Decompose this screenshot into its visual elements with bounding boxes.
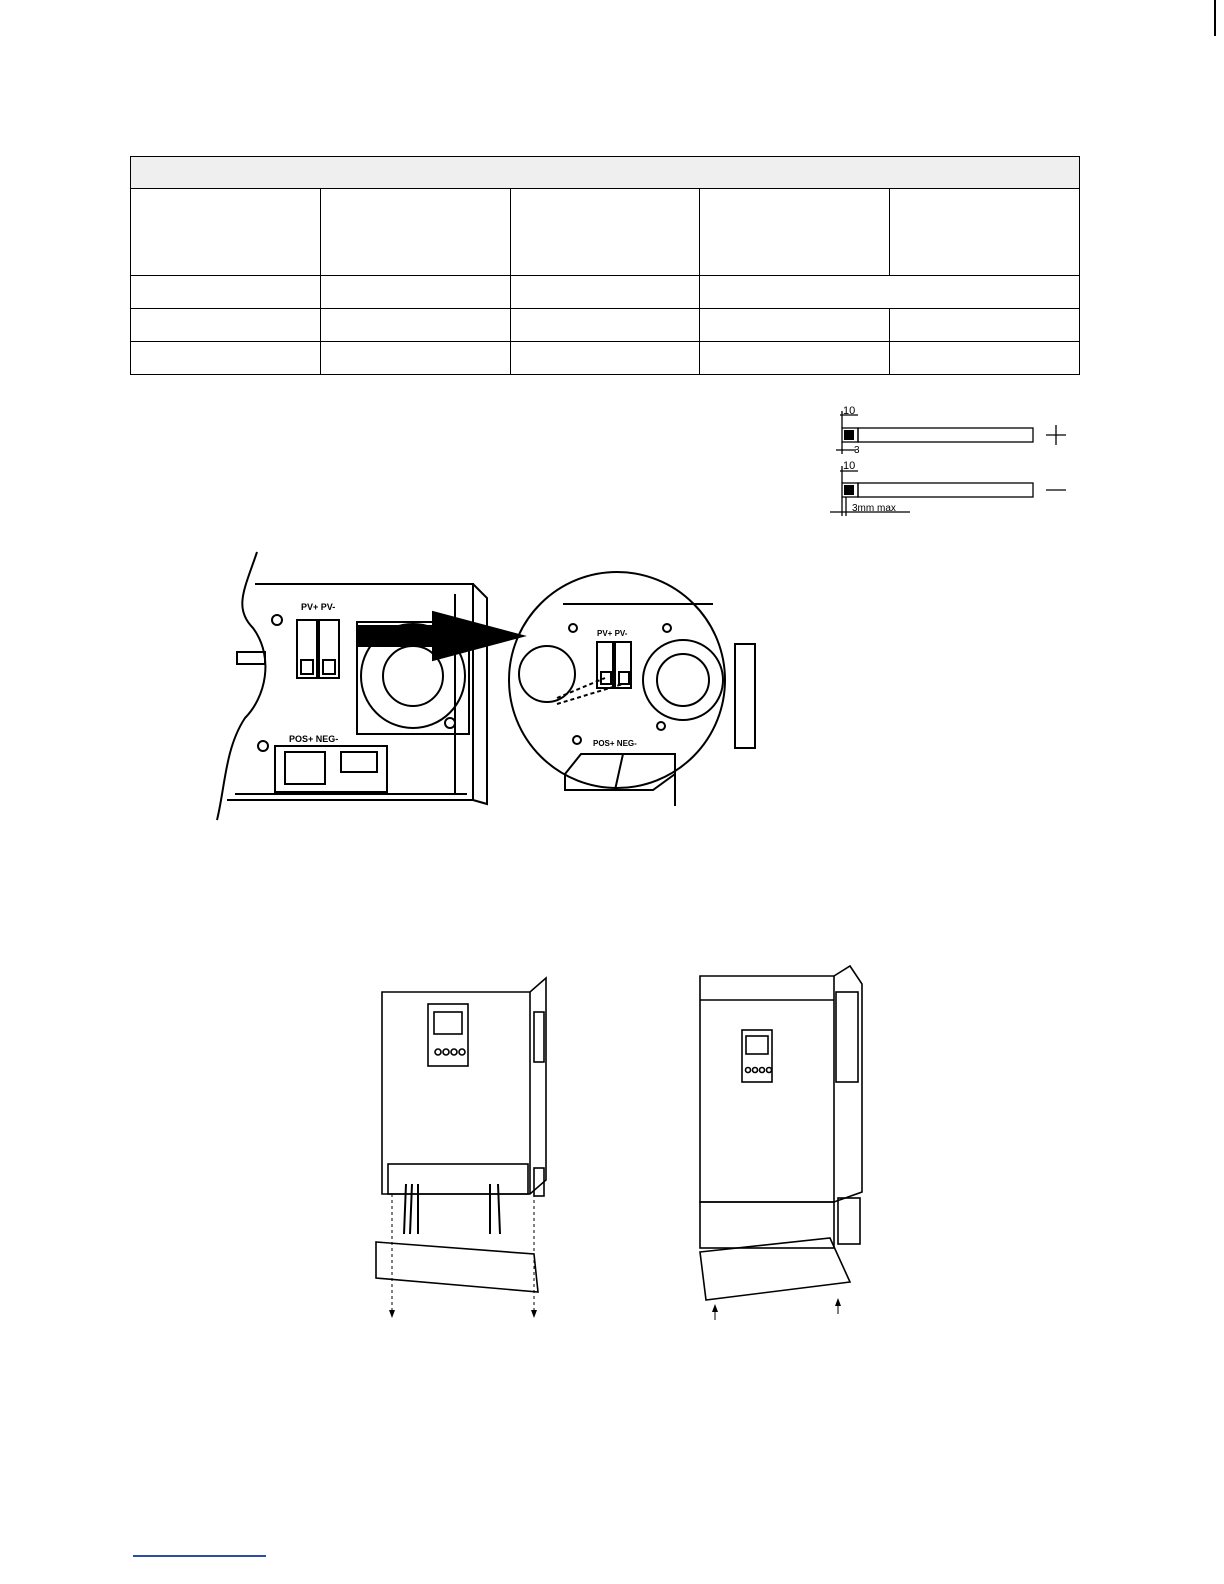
spec-table-cell: [890, 341, 1080, 374]
spec-table-cell: [890, 189, 1080, 275]
spec-table-title: [131, 157, 1080, 189]
spec-table-cell: [131, 308, 321, 341]
spec-table-cell: [890, 308, 1080, 341]
spec-table-cell: [700, 189, 890, 275]
footer-link-underline[interactable]: [133, 1555, 266, 1557]
spec-table-cell: [510, 275, 700, 308]
spec-table: [130, 156, 1080, 375]
spec-table-cell: [510, 189, 700, 275]
pv-terminal-label-zoom: PV+ PV-: [597, 629, 628, 638]
spec-table-cell: [700, 275, 1080, 308]
spec-table-cell: [510, 341, 700, 374]
spec-table-cell: [320, 341, 510, 374]
spec-table-cell: [700, 341, 890, 374]
battery-terminal-label: POS+ NEG-: [289, 734, 339, 744]
pv-terminal-detail-diagram: [205, 548, 765, 828]
pv-terminal-label: PV+ PV-: [301, 602, 336, 612]
spec-table-cell: [320, 275, 510, 308]
spec-table-cell: [510, 308, 700, 341]
insulation-label-positive: 3: [854, 445, 860, 456]
cover-install-front-view: [370, 972, 558, 1324]
cover-install-angled-view: [690, 962, 870, 1324]
spec-table-cell: [131, 275, 321, 308]
spec-table-cell: [131, 341, 321, 374]
spec-table-cell: [320, 189, 510, 275]
insulation-label-negative: 3mm max: [852, 503, 896, 514]
strip-length-label: 10: [843, 405, 856, 417]
spec-table-cell: [131, 189, 321, 275]
page-edge-rule: [1214, 0, 1216, 36]
spec-table-cell: [320, 308, 510, 341]
strip-length-label-negative: 10: [843, 460, 856, 472]
spec-table-cell: [700, 308, 890, 341]
battery-terminal-label-zoom: POS+ NEG-: [593, 739, 637, 748]
wire-strip-diagram: [826, 402, 1076, 520]
